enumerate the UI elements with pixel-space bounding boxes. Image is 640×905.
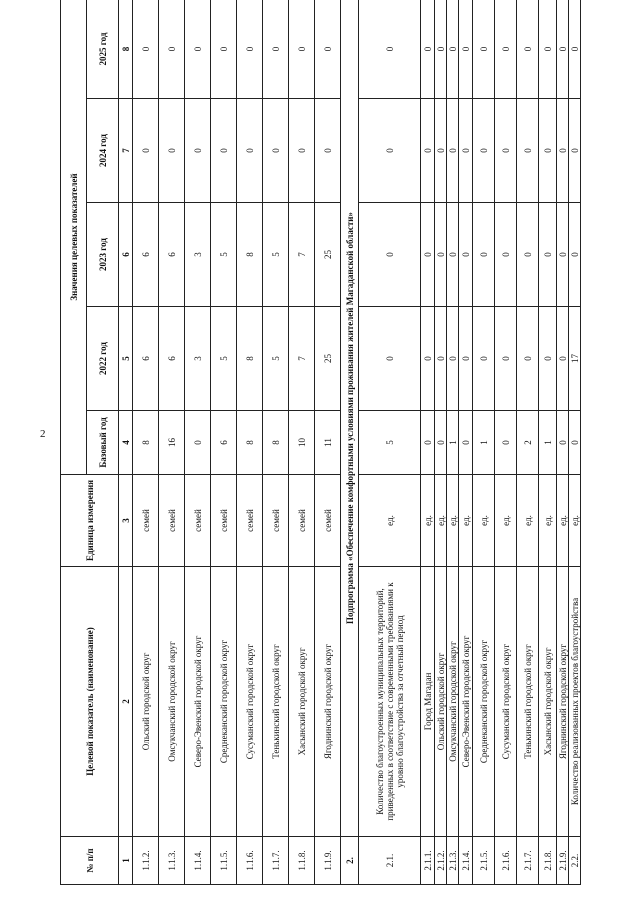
row-unit: семей: [211, 475, 237, 567]
row-number: 2.1.3.: [447, 837, 459, 885]
row-unit: ед.: [421, 475, 435, 567]
colnum: 5: [119, 307, 133, 411]
row-unit: ед.: [517, 475, 539, 567]
header-num: № п/п: [61, 837, 119, 885]
table-row: [421, 0, 435, 885]
row-unit: семей: [185, 475, 211, 567]
row-2024: 0: [539, 99, 557, 203]
rows-section-2: [421, 0, 581, 885]
table-row: [359, 0, 421, 885]
row-2023: 0: [495, 203, 517, 307]
row-2023: 0: [421, 203, 435, 307]
table-row: [133, 0, 159, 885]
row-2024: 0: [289, 99, 315, 203]
row-number: 1.1.6.: [237, 837, 263, 885]
row-2024: 0: [159, 99, 185, 203]
header-2025: 2025 год: [87, 0, 119, 99]
row-name: Омсукчанский городской округ: [159, 567, 185, 837]
table-row: [569, 0, 581, 885]
row-base: 0: [495, 411, 517, 475]
row-2023: 0: [459, 203, 473, 307]
row-2022: 17: [569, 307, 581, 411]
row-name: Количество благоустроенных муниципальных территорий, приведенных в соответствие с современными требованиями к уровню благоустройства за отчетный период: [359, 567, 421, 837]
header-row-1: [61, 0, 87, 885]
row-number: 1.1.9.: [315, 837, 341, 885]
header-group: Значения целевых показателей: [61, 0, 87, 475]
row-unit: ед.: [557, 475, 569, 567]
row-2025: 0: [495, 0, 517, 99]
row-2025: 0: [435, 0, 447, 99]
row-name: Тенькинский городской округ: [517, 567, 539, 837]
row-unit: ед.: [539, 475, 557, 567]
row-number: 1.1.8.: [289, 837, 315, 885]
row-2022: 0: [517, 307, 539, 411]
row-name: Ольский городской округ: [435, 567, 447, 837]
header-2022: 2022 год: [87, 307, 119, 411]
row-base: 1: [539, 411, 557, 475]
row-2022: 0: [557, 307, 569, 411]
row-unit: ед.: [459, 475, 473, 567]
table-row: [289, 0, 315, 885]
header-2024: 2024 год: [87, 99, 119, 203]
row-unit: ед.: [495, 475, 517, 567]
row-2023: 3: [185, 203, 211, 307]
row-unit: ед.: [569, 475, 581, 567]
row-2023: 5: [263, 203, 289, 307]
row-name: Хасынский городской округ: [539, 567, 557, 837]
row-unit: семей: [289, 475, 315, 567]
row-name: Ольский городской округ: [133, 567, 159, 837]
row-number: 2.2.: [569, 837, 581, 885]
table-row: [459, 0, 473, 885]
row-2024: 0: [315, 99, 341, 203]
row-2024: 0: [211, 99, 237, 203]
table-row: [159, 0, 185, 885]
row-base: 0: [459, 411, 473, 475]
row-2024: 0: [435, 99, 447, 203]
row-2025: 0: [473, 0, 495, 99]
row-2025: 0: [159, 0, 185, 99]
row-2022: 8: [237, 307, 263, 411]
row-2024: 0: [447, 99, 459, 203]
table-row: [539, 0, 557, 885]
row-base: 6: [211, 411, 237, 475]
row-2023: 0: [517, 203, 539, 307]
row-base: 10: [289, 411, 315, 475]
row-2025: 0: [289, 0, 315, 99]
row-base: 11: [315, 411, 341, 475]
row-2023: 0: [359, 203, 421, 307]
row-2025: 0: [459, 0, 473, 99]
colnum: 4: [119, 411, 133, 475]
row-2022: 7: [289, 307, 315, 411]
table-row: [237, 0, 263, 885]
table-row: [447, 0, 459, 885]
row-2023: 0: [569, 203, 581, 307]
row-2023: 8: [237, 203, 263, 307]
row-number: 2.1.4.: [459, 837, 473, 885]
row-base: 8: [237, 411, 263, 475]
row-2024: 0: [263, 99, 289, 203]
row-2024: 0: [473, 99, 495, 203]
row-unit: ед.: [359, 475, 421, 567]
row-2023: 0: [557, 203, 569, 307]
row-2022: 25: [315, 307, 341, 411]
row-2024: 0: [359, 99, 421, 203]
row-2025: 0: [237, 0, 263, 99]
row-name: Ягоднинский городской округ: [315, 567, 341, 837]
row-2025: 0: [263, 0, 289, 99]
row-unit: семей: [315, 475, 341, 567]
row-number: 1.1.4.: [185, 837, 211, 885]
row-2023: 7: [289, 203, 315, 307]
table-row: [263, 0, 289, 885]
table-row: [185, 0, 211, 885]
row-unit: семей: [159, 475, 185, 567]
row-2022: 6: [159, 307, 185, 411]
row-2022: 5: [263, 307, 289, 411]
row-number: 2.1.8.: [539, 837, 557, 885]
row-2024: 0: [517, 99, 539, 203]
colnum: 6: [119, 203, 133, 307]
header-name: Целевой показатель (наименование): [61, 567, 119, 837]
colnum: 7: [119, 99, 133, 203]
row-name: Ягоднинский городской округ: [557, 567, 569, 837]
page-number: 2: [40, 428, 46, 440]
row-2023: 0: [539, 203, 557, 307]
section-title: Подпрограмма «Обеспечение комфортными условиями проживания жителей Магаданской области»: [341, 0, 359, 837]
table-row: [315, 0, 341, 885]
column-numbers-row: [119, 0, 133, 885]
table-row: [495, 0, 517, 885]
colnum: 2: [119, 567, 133, 837]
row-2022: 5: [211, 307, 237, 411]
row-base: 8: [263, 411, 289, 475]
row-2025: 0: [517, 0, 539, 99]
row-name: Хасынский городской округ: [289, 567, 315, 837]
row-2024: 0: [459, 99, 473, 203]
row-2023: 0: [435, 203, 447, 307]
row-2024: 0: [237, 99, 263, 203]
row-number: 2.1.: [359, 837, 421, 885]
row-name: Омсукчанский городской округ: [447, 567, 459, 837]
header-unit: Единица измерения: [61, 475, 119, 567]
row-name: Тенькинский городской округ: [263, 567, 289, 837]
row-number: 2.1.1.: [421, 837, 435, 885]
row-number: 2.1.2.: [435, 837, 447, 885]
colnum: 8: [119, 0, 133, 99]
row-2023: 6: [133, 203, 159, 307]
table-row: [473, 0, 495, 885]
rows-section-1: [133, 0, 341, 885]
row-base: 0: [557, 411, 569, 475]
row-number: 2.1.6.: [495, 837, 517, 885]
row-2025: 0: [359, 0, 421, 99]
row-2022: 0: [495, 307, 517, 411]
table-row: [211, 0, 237, 885]
table-row: [557, 0, 569, 885]
row-2025: 0: [315, 0, 341, 99]
row-base: 8: [133, 411, 159, 475]
row-2022: 0: [459, 307, 473, 411]
row-base: 0: [435, 411, 447, 475]
row-base: 0: [569, 411, 581, 475]
row-name: Количество реализованных проектов благоустройства: [569, 567, 581, 837]
row-base: 2: [517, 411, 539, 475]
row-name: Сусуманский городской округ: [495, 567, 517, 837]
row-name: Северо-Эвенский городской округ: [185, 567, 211, 837]
row-2024: 0: [185, 99, 211, 203]
row-number: 1.1.2.: [133, 837, 159, 885]
row-name: Сусуманский городской округ: [237, 567, 263, 837]
table-row: [517, 0, 539, 885]
row-unit: семей: [133, 475, 159, 567]
row-2024: 0: [421, 99, 435, 203]
colnum: 3: [119, 475, 133, 567]
row-base: 5: [359, 411, 421, 475]
table-row: [435, 0, 447, 885]
header-2023: 2023 год: [87, 203, 119, 307]
row-name: Северо-Эвенский городской округ: [459, 567, 473, 837]
row-name: Среднеканский городской округ: [473, 567, 495, 837]
section-row: [341, 0, 359, 885]
row-number: 2.1.7.: [517, 837, 539, 885]
row-2024: 0: [495, 99, 517, 203]
row-2025: 0: [447, 0, 459, 99]
row-2023: 0: [473, 203, 495, 307]
row-2022: 3: [185, 307, 211, 411]
row-2022: 6: [133, 307, 159, 411]
row-2025: 0: [421, 0, 435, 99]
row-2022: 0: [435, 307, 447, 411]
section-number: 2.: [341, 837, 359, 885]
row-base: 0: [185, 411, 211, 475]
row-2025: 0: [133, 0, 159, 99]
row-number: 1.1.3.: [159, 837, 185, 885]
row-2022: 0: [421, 307, 435, 411]
row-2023: 25: [315, 203, 341, 307]
row-base: 16: [159, 411, 185, 475]
row-2025: 0: [211, 0, 237, 99]
row-2025: 0: [539, 0, 557, 99]
header-base: Базовый год: [87, 411, 119, 475]
row-2025: 0: [185, 0, 211, 99]
row-2022: 0: [473, 307, 495, 411]
row-unit: семей: [263, 475, 289, 567]
row-name: Город Магадан: [421, 567, 435, 837]
row-2025: 0: [557, 0, 569, 99]
row-number: 2.1.9.: [557, 837, 569, 885]
colnum: 1: [119, 837, 133, 885]
row-2024: 0: [569, 99, 581, 203]
row-2023: 6: [159, 203, 185, 307]
row-2024: 0: [557, 99, 569, 203]
row-base: 1: [473, 411, 495, 475]
rotated-table-wrapper: [60, 0, 620, 885]
row-base: 1: [447, 411, 459, 475]
row-2022: 0: [447, 307, 459, 411]
row-2025: 0: [569, 0, 581, 99]
row-2023: 0: [447, 203, 459, 307]
row-base: 0: [421, 411, 435, 475]
row-unit: семей: [237, 475, 263, 567]
row-number: 1.1.5.: [211, 837, 237, 885]
row-2024: 0: [133, 99, 159, 203]
row-name: Среднеканский городской округ: [211, 567, 237, 837]
row-2022: 0: [359, 307, 421, 411]
row-unit: ед.: [473, 475, 495, 567]
row-unit: ед.: [435, 475, 447, 567]
row-2023: 5: [211, 203, 237, 307]
row-2022: 0: [539, 307, 557, 411]
row-number: 1.1.7.: [263, 837, 289, 885]
row-number: 2.1.5.: [473, 837, 495, 885]
row-unit: ед.: [447, 475, 459, 567]
indicators-table: [60, 0, 581, 885]
